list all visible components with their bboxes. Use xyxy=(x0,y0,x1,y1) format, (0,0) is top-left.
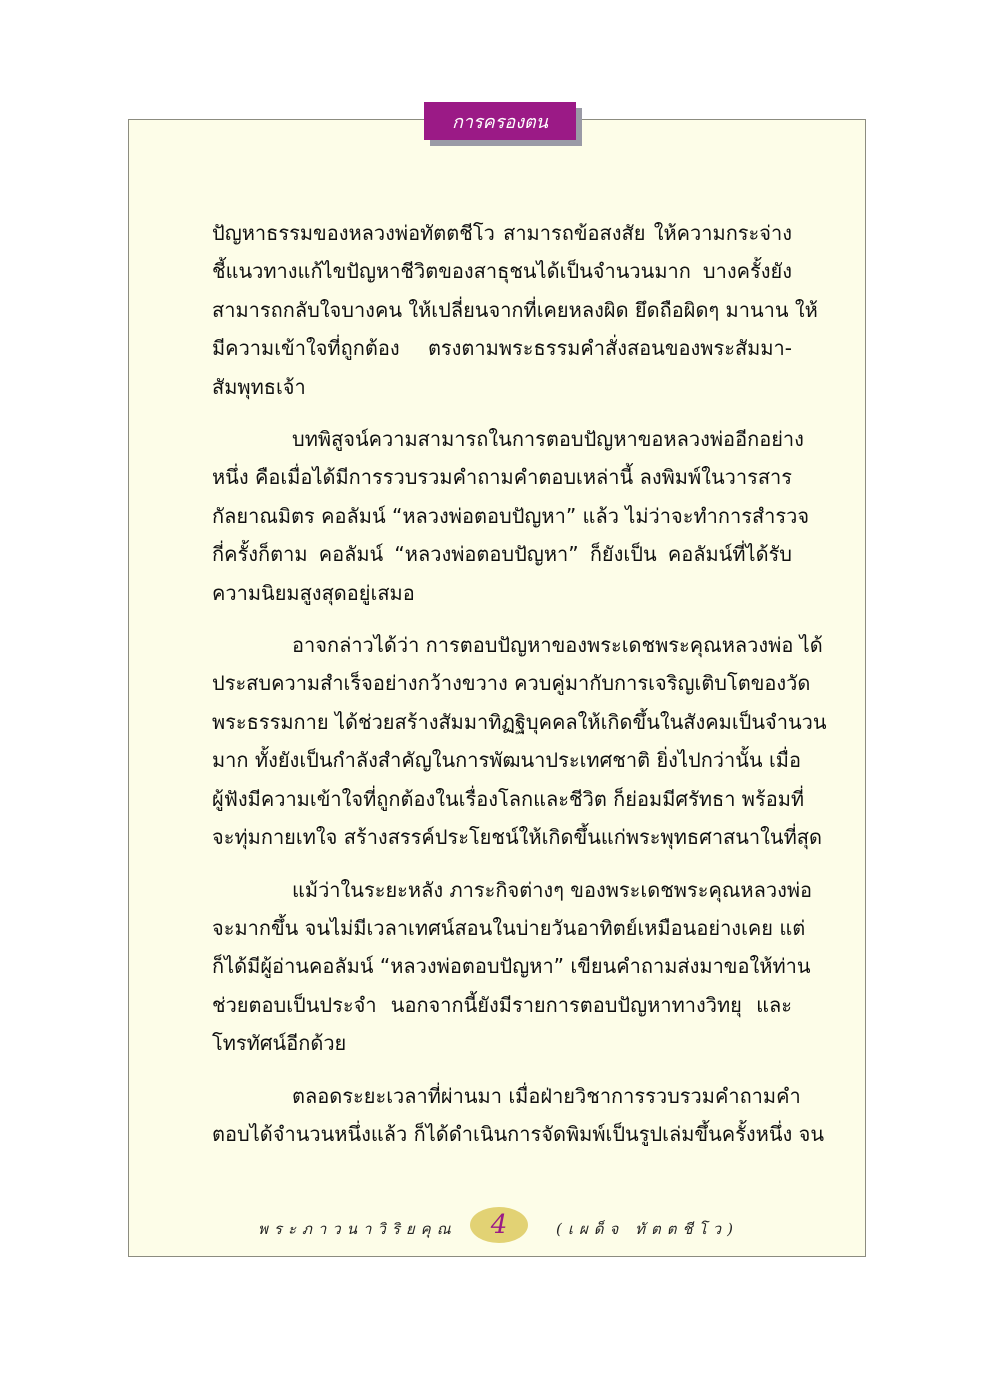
paragraph xyxy=(212,420,810,612)
page-number-badge xyxy=(470,1207,528,1243)
footer-author: (เผด็จ ทัตตชีโว) xyxy=(556,1220,739,1238)
page-number: 4 xyxy=(490,1210,508,1240)
section-tab: การครองตน xyxy=(424,102,576,140)
text-line: ความนิยมสูงสุดอยู่เสมอ xyxy=(212,580,415,605)
text-line: ช่วยตอบเป็นประจำ นอกจากนี้ยังมีรายการตอบปัญหาทางวิทยุ และ xyxy=(212,992,792,1017)
text-line: ตลอดระยะเวลาที่ผ่านมา เมื่อฝ่ายวิชาการรวบรวมคำถามคำ xyxy=(292,1083,801,1108)
text-line: กี่ครั้งก็ตาม คอลัมน์ “หลวงพ่อตอบปัญหา” ก็ยังเป็น คอลัมน์ที่ได้รับ xyxy=(212,542,792,567)
text-line: จะมากขึ้น จนไม่มีเวลาเทศน์สอนในบ่ายวันอาทิตย์เหมือนอย่างเคย แต่ xyxy=(212,915,806,940)
text-line: อาจกล่าวได้ว่า การตอบปัญหาของพระเดชพระคุณหลวงพ่อ ได้ xyxy=(292,633,823,658)
paragraph xyxy=(212,1077,825,1154)
text-line: กัลยาณมิตร คอลัมน์ “หลวงพ่อตอบปัญหา” แล้ว ไม่ว่าจะทำการสำรวจ xyxy=(212,503,810,528)
text-line: โทรทัศน์อีกด้วย xyxy=(212,1031,347,1056)
text-line: ตอบได้จำนวนหนึ่งแล้ว ก็ได้ดำเนินการจัดพิมพ์เป็นรูปเล่มขึ้นครั้งหนึ่ง จน xyxy=(212,1121,825,1146)
text-line: ก็ได้มีผู้อ่านคอลัมน์ “หลวงพ่อตอบปัญหา” เขียนคำถามส่งมาขอให้ท่าน xyxy=(212,954,811,979)
text-line: ผู้ฟังมีความเข้าใจที่ถูกต้องในเรื่องโลกและชีวิต ก็ย่อมมีศรัทธา พร้อมที่ xyxy=(212,786,805,811)
text-line: สามารถกลับใจบางคน ให้เปลี่ยนจากที่เคยหลงผิด ยึดถือผิดๆ มานาน ให้ xyxy=(212,297,818,322)
paragraph xyxy=(212,871,813,1063)
text-line: จะทุ่มกายเทใจ สร้างสรรค์ประโยชน์ให้เกิดขึ้นแก่พระพุทธศาสนาในที่สุด xyxy=(212,825,822,850)
text-line: บทพิสูจน์ความสามารถในการตอบปัญหาขอหลวงพ่ออีกอย่าง xyxy=(292,427,804,452)
page-footer xyxy=(0,1207,1000,1247)
text-line: มีความเข้าใจที่ถูกต้อง ตรงตามพระธรรมคำสั่งสอนของพระสัมมา- xyxy=(212,336,792,361)
text-line: พระธรรมกาย ได้ช่วยสร้างสัมมาทิฏฐิบุคคลให้เกิดขึ้นในสังคมเป็นจำนวน xyxy=(212,709,827,734)
text-line: สัมพุทธเจ้า xyxy=(212,374,306,399)
paragraph xyxy=(212,214,818,406)
text-line: แม้ว่าในระยะหลัง ภาระกิจต่างๆ ของพระเดชพระคุณหลวงพ่อ xyxy=(292,877,813,902)
text-line: ชี้แนวทางแก้ไขปัญหาชีวิตของสาธุชนได้เป็นจำนวนมาก บางครั้งยัง xyxy=(212,259,792,284)
text-line: มาก ทั้งยังเป็นกำลังสำคัญในการพัฒนาประเทศชาติ ยิ่งไปกว่านั้น เมื่อ xyxy=(212,748,801,773)
text-line: ประสบความสำเร็จอย่างกว้างขวาง ควบคู่มากับการเจริญเติบโตของวัด xyxy=(212,671,811,696)
text-line: ปัญหาธรรมของหลวงพ่อทัตตชีโว สามารถข้อสงสัย ให้ความกระจ่าง xyxy=(212,221,792,245)
text-line: หนึ่ง คือเมื่อได้มีการรวบรวมคำถามคำตอบเหล่านี้ ลงพิมพ์ในวารสาร xyxy=(212,465,792,490)
body-text xyxy=(212,214,827,1167)
footer-book-title: พระภาวนาวิริยคุณ xyxy=(258,1220,457,1238)
paragraph xyxy=(212,626,827,856)
